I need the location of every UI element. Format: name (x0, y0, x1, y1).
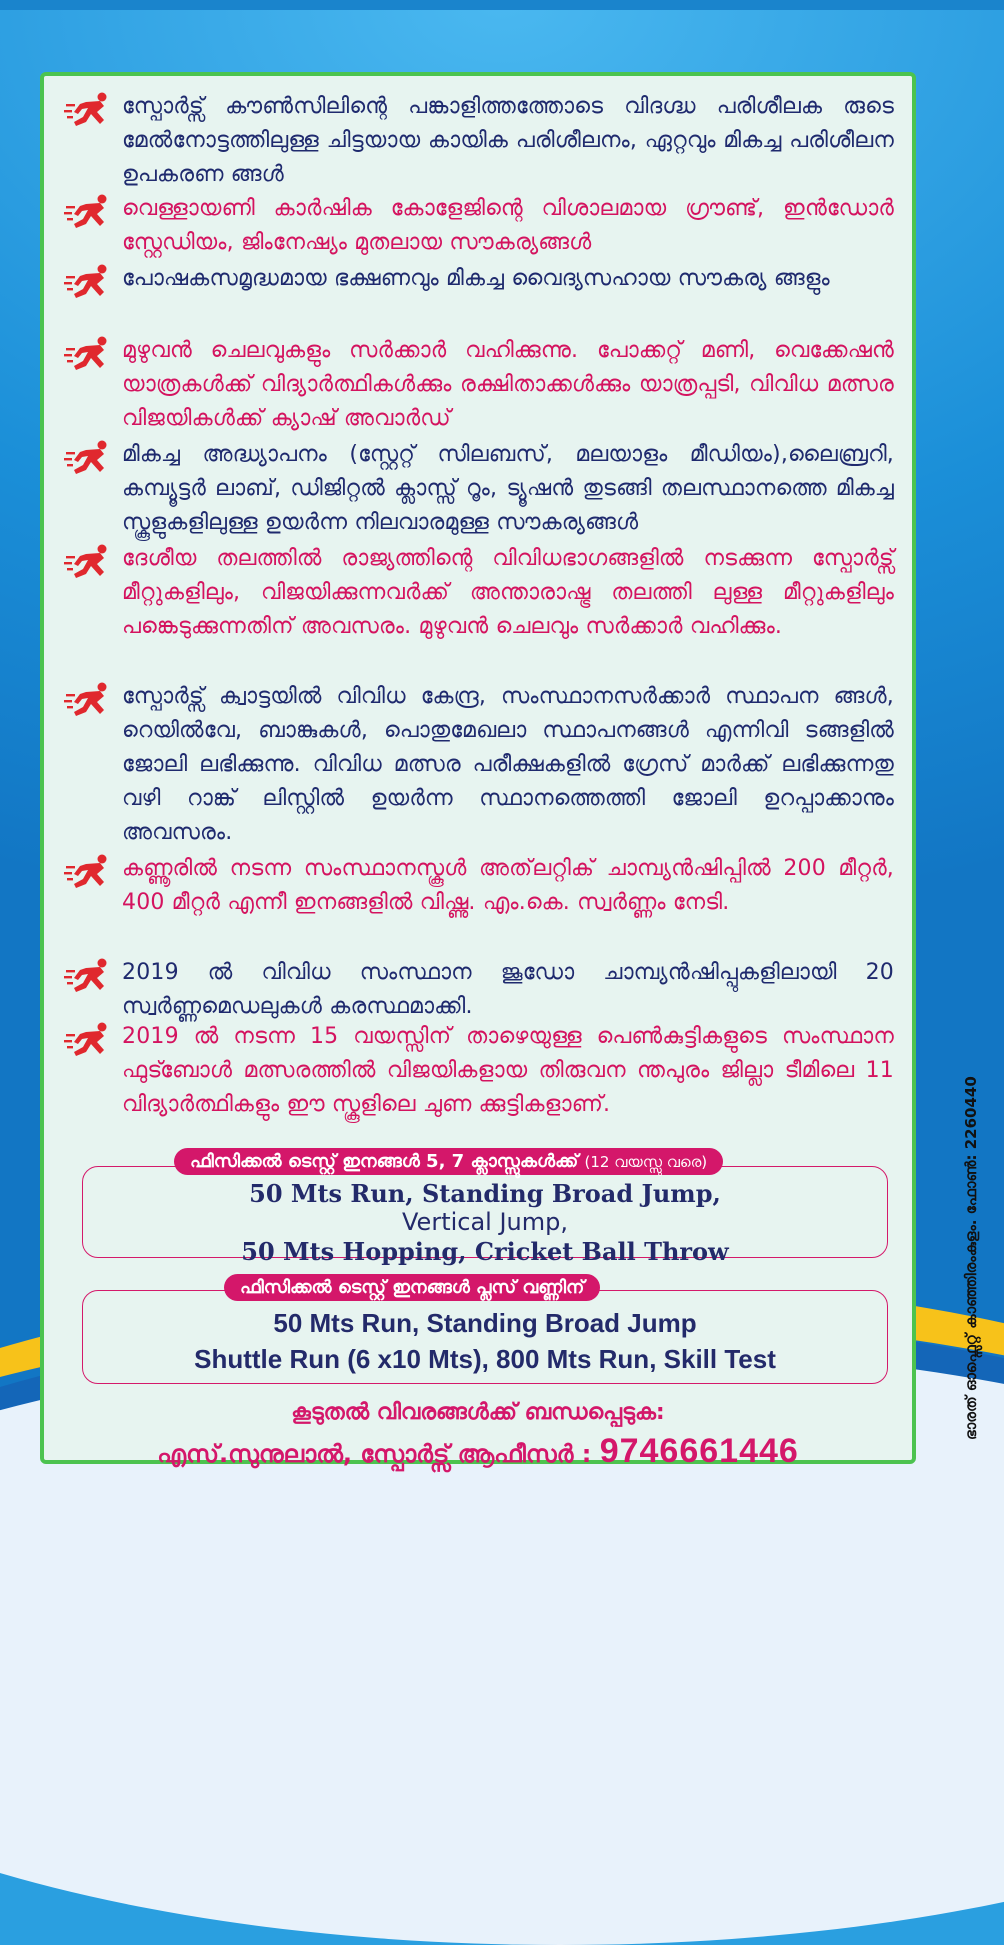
list-item (64, 192, 894, 260)
item-text: 2019 ൽ നടന്ന 15 വയസ്സിന് താഴെയുള്ള പെൺകുട്ടികളുടെ സംസ്ഥാന ഫുട്ബോൾ മത്സരത്തിൽ വിജയികളായ തിരുവന ന്തപുരം ജില്ലാ ടീമിലെ 11 വിദ്യാർത്ഥികളും ഈ സ്കൂളിലെ ചുണ ക്കുട്ടികളാണ്. (122, 1024, 894, 1117)
list-item (64, 956, 894, 1024)
item-text: മികച്ച അദ്ധ്യാപനം (സ്റ്റേറ്റ് സിലബസ്, മലയാളം മീഡിയം),ലൈബ്രറി, കമ്പ്യൂട്ടർ ലാബ്, ഡിജിറ്റൽ ക്ലാസ്സ് റൂം, ട്യൂഷൻ തുടങ്ങി തലസ്ഥാനത്തെ മികച്ച സ്കൂളുകളിലുള്ള ഉയർന്ന നിലവാരമുള്ള സൗകര്യങ്ങൾ (122, 442, 894, 535)
runner-icon (64, 264, 116, 300)
heading-text: ഫിസിക്കൽ ടെസ്റ്റ് ഇനങ്ങൾ 5, 7 ക്ലാസ്സുകൾക്ക് (190, 1151, 579, 1172)
item-text: സ്പോർട്സ് കൗൺസിലിന്റെ പങ്കാളിത്തത്തോടെ വിദഗ്ദ്ധ പരിശീലക രുടെ മേൽനോട്ടത്തിലുള്ള ചിട്ടയായ കായിക പരിശീലനം, ഏറ്റവും മികച്ച പരിശീലന ഉപകരണ ങ്ങൾ (122, 94, 894, 187)
list-item (64, 542, 894, 644)
test-box-plus-one (82, 1290, 888, 1384)
list-item (64, 852, 894, 920)
list-item (64, 90, 894, 192)
test-line: 50 Mts Run, Standing Broad Jump, (249, 1179, 721, 1208)
list-item (64, 1020, 894, 1122)
test-line: Vertical Jump, (402, 1208, 568, 1236)
top-strip (0, 0, 1004, 10)
item-text: കണ്ണൂരിൽ നടന്ന സംസ്ഥാനസ്കൂൾ അത്‌ലറ്റിക് ചാമ്പ്യൻഷിപ്പിൽ 200 മീറ്റർ, 400 മീറ്റർ എന്നീ ഇനങ്ങളിൽ വിഷ്ണു. എം.കെ. സ്വർണ്ണം നേടി. (122, 856, 894, 915)
item-text: 2019 ൽ വിവിധ സംസ്ഥാന ജൂഡോ ചാമ്പ്യൻഷിപ്പുകളിലായി 20 സ്വർണ്ണമെഡലുകൾ കരസ്ഥമാക്കി. (122, 960, 894, 1019)
info-panel (40, 72, 916, 1464)
test-box-5-7 (82, 1166, 888, 1266)
contact-name: എസ്.സുനുലാൽ, സ്പോർട്സ് ആഫീസർ : (157, 1440, 600, 1468)
test-line: 50 Mts Hopping, Cricket Ball Throw (241, 1237, 729, 1266)
list-item (64, 438, 894, 540)
list-item (64, 262, 894, 296)
contact-phone: 9746661446 (599, 1432, 799, 1470)
heading-note: (12 വയസ്സു വരെ) (584, 1153, 708, 1171)
contact-heading: കൂടുതൽ വിവരങ്ങൾക്ക് ബന്ധപ്പെടുക: (291, 1400, 665, 1425)
runner-icon (64, 544, 116, 580)
runner-icon (64, 336, 116, 372)
runner-icon (64, 440, 116, 476)
test-heading-5-7 (174, 1148, 723, 1175)
item-text: മുഴുവൻ ചെലവുകളും സർക്കാർ വഹിക്കുന്നു. പോക്കറ്റ് മണി, വെക്കേഷൻ യാത്രകൾക്ക് വിദ്യാർത്ഥികൾക്കും രക്ഷിതാക്കൾക്കും യാത്രപ്പടി, വിവിധ മത്സര വിജയികൾക്ക് ക്യാഷ് അവാർഡ് (122, 338, 894, 431)
test-heading-plus-one (224, 1274, 600, 1301)
item-text: പോഷകസമൃദ്ധമായ ഭക്ഷണവും മികച്ച വൈദ്യസഹായ സൗകര്യ ങ്ങളും (122, 266, 830, 291)
item-text: ദേശീയ തലത്തിൽ രാജ്യത്തിന്റെ വിവിധഭാഗങ്ങളിൽ നടക്കുന്ന സ്പോർട്സ് മീറ്റുകളിലും, വിജയിക്കുന്നവർക്ക് അന്താരാഷ്ട്ര തലത്തി ലുള്ള മീറ്റുകളിലും പങ്കെടുക്കുന്നതിന് അവസരം. മുഴുവൻ ചെലവും സർക്കാർ വഹിക്കും. (122, 546, 894, 639)
printer-credit: ഭാരത് ഓഫ്സെറ്റ് കാഞ്ഞിരംകുളം. ഫോൺ: 2260440 (962, 1076, 980, 1440)
item-text: സ്പോർട്സ് ക്വാട്ടയിൽ വിവിധ കേന്ദ്ര, സംസ്ഥാനസർക്കാർ സ്ഥാപന ങ്ങൾ, റെയിൽവേ, ബാങ്കുകൾ, പൊതുമേഖലാ സ്ഥാപനങ്ങൾ എന്നിവി ടങ്ങളിൽ ജോലി ലഭിക്കുന്നു. വിവിധ മത്സര പരീക്ഷകളിൽ ഗ്രേസ് മാർക്ക് ലഭിക്കുന്നതു വഴി റാങ്ക് ലിസ്റ്റിൽ ഉയർന്ന സ്ഥാനത്തെത്തി ജോലി ഉറപ്പാക്കാനും അവസരം. (122, 684, 894, 845)
runner-icon (64, 682, 116, 718)
runner-icon (64, 958, 116, 994)
list-item (64, 680, 894, 850)
runner-icon (64, 92, 116, 128)
list-item (64, 334, 894, 436)
item-text: വെള്ളായണി കാർഷിക കോളേജിന്റെ വിശാലമായ ഗ്രൗണ്ട്, ഇൻഡോർ സ്റ്റേഡിയം, ജിംനേഷ്യം മുതലായ സൗകര്യങ്ങൾ (122, 196, 894, 255)
runner-icon (64, 194, 116, 230)
contact-line (40, 1432, 916, 1471)
runner-icon (64, 854, 116, 890)
runner-icon (64, 1022, 116, 1058)
test-line: Shuttle Run (6 x10 Mts), 800 Mts Run, Skill Test (194, 1344, 776, 1374)
test-line: 50 Mts Run, Standing Broad Jump (273, 1308, 697, 1338)
heading-text: ഫിസിക്കൽ ടെസ്റ്റ് ഇനങ്ങൾ പ്ലസ് വണ്ണിന് (240, 1277, 585, 1298)
